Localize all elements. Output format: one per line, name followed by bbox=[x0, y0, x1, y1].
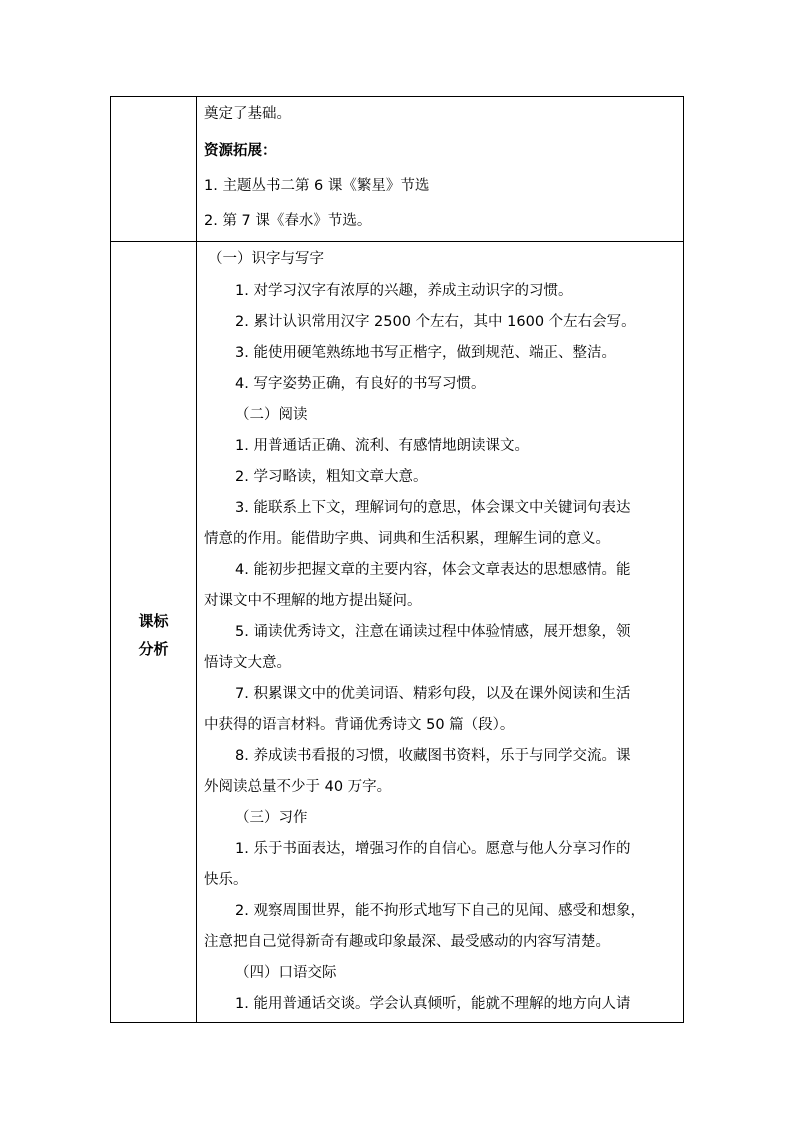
content-line: 快乐。 bbox=[204, 872, 248, 888]
content-line: 3. 能联系上下文，理解词句的意思，体会课文中关键词句表达 bbox=[235, 500, 631, 516]
content-line: 2. 累计认识常用汉字 2500 个左右，其中 1600 个左右会写。 bbox=[235, 314, 636, 330]
content-line: 注意把自己觉得新奇有趣或印象最深、最受感动的内容写清楚。 bbox=[204, 934, 610, 950]
content-line: 8. 养成读书看报的习惯，收藏图书资料，乐于与同学交流。课 bbox=[235, 748, 631, 764]
heading-literacy: （一）识字与写字 bbox=[208, 251, 324, 267]
resource-heading: 资源拓展： bbox=[204, 143, 277, 159]
content-line: 3. 能使用硬笔熟练地书写正楷字，做到规范、端正、整洁。 bbox=[235, 345, 616, 361]
content-line: 中获得的语言材料。背诵优秀诗文 50 篇（段）。 bbox=[204, 717, 515, 733]
content-line: 1. 乐于书面表达，增强习作的自信心。愿意与他人分享习作的 bbox=[235, 841, 631, 857]
content-line: 1. 对学习汉字有浓厚的兴趣，养成主动识字的习惯。 bbox=[235, 283, 573, 299]
column-divider bbox=[196, 97, 197, 1022]
heading-oral: （四）口语交际 bbox=[235, 965, 337, 981]
content-line: 外阅读总量不少于 40 万字。 bbox=[204, 779, 392, 795]
lesson-plan-table bbox=[110, 96, 684, 1023]
heading-writing: （三）习作 bbox=[235, 810, 308, 826]
section-label bbox=[111, 607, 196, 663]
content-line: 悟诗文大意。 bbox=[204, 655, 291, 671]
resource-item-1: 1. 主题丛书二第 6 课《繁星》节选 bbox=[204, 178, 430, 194]
content-line: 2. 学习略读，粗知文章大意。 bbox=[235, 469, 428, 485]
heading-reading: （二）阅读 bbox=[235, 407, 308, 423]
content-line: 1. 用普通话正确、流利、有感情地朗读课文。 bbox=[235, 438, 529, 454]
content-line: 1. 能用普通话交谈。学会认真倾听，能就不理解的地方向人请 bbox=[235, 996, 631, 1012]
content-line: 5. 诵读优秀诗文，注意在诵读过程中体验情感，展开想象，领 bbox=[235, 624, 631, 640]
section-label-line2: 分析 bbox=[138, 640, 169, 658]
content-line: 4. 写字姿势正确，有良好的书写习惯。 bbox=[235, 376, 486, 392]
resource-item-2: 2. 第 7 课《春水》节选。 bbox=[204, 213, 372, 229]
content-line: 对课文中不理解的地方提出疑问。 bbox=[204, 593, 422, 609]
row-divider bbox=[111, 241, 683, 242]
content-line: 情意的作用。能借助字典、词典和生活积累，理解生词的意义。 bbox=[204, 531, 610, 547]
content-line: 7. 积累课文中的优美词语、精彩句段，以及在课外阅读和生活 bbox=[235, 686, 631, 702]
row1-line: 奠定了基础。 bbox=[204, 106, 291, 122]
content-line: 4. 能初步把握文章的主要内容，体会文章表达的思想感情。能 bbox=[235, 562, 631, 578]
content-line: 2. 观察周围世界，能不拘形式地写下自己的见闻、感受和想象， bbox=[235, 903, 645, 919]
section-label-line1: 课标 bbox=[138, 612, 169, 630]
